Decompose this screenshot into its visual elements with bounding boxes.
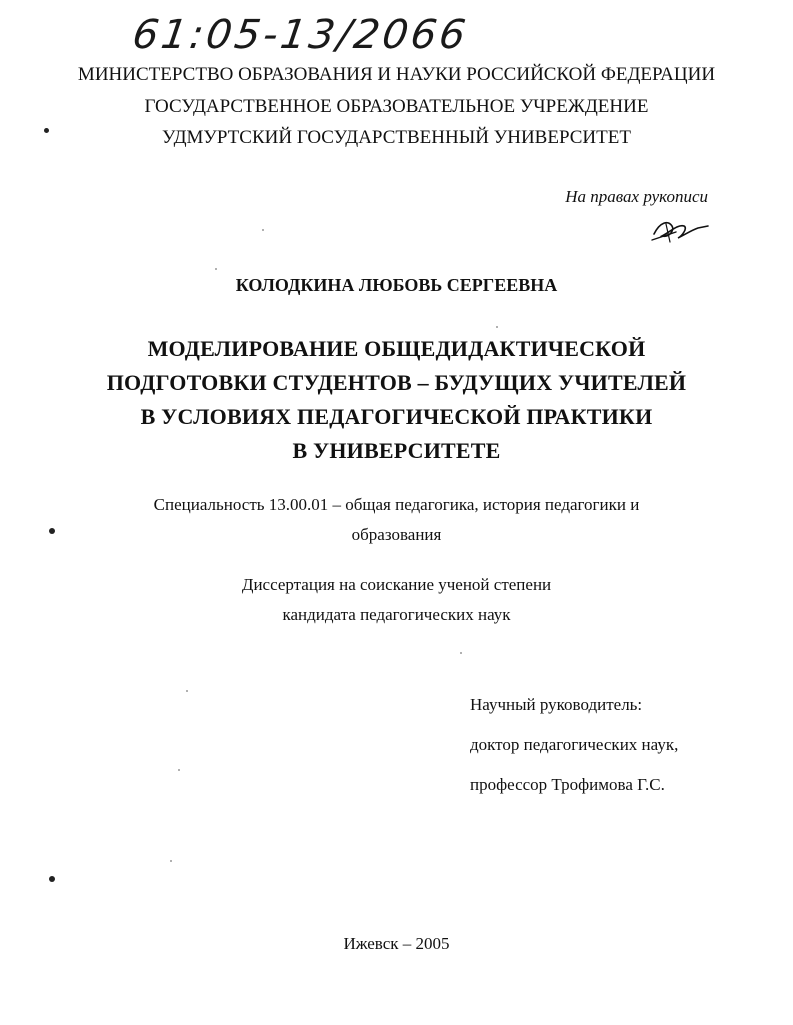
scan-speck bbox=[215, 268, 217, 270]
university-line: УДМУРТСКИЙ ГОСУДАРСТВЕННЫЙ УНИВЕРСИТЕТ bbox=[162, 127, 631, 148]
title-line-4: В УНИВЕРСИТЕТЕ bbox=[292, 438, 501, 463]
institution-type-line: ГОСУДАРСТВЕННОЕ ОБРАЗОВАТЕЛЬНОЕ УЧРЕЖДЕНИЕ bbox=[144, 96, 649, 117]
author-name: КОЛОДКИНА ЛЮБОВЬ СЕРГЕЕВНА bbox=[235, 275, 558, 295]
scan-speck bbox=[496, 326, 498, 328]
title-line-3: В УСЛОВИЯХ ПЕДАГОГИЧЕСКОЙ ПРАКТИКИ bbox=[140, 404, 653, 429]
advisor-degree: доктор педагогических наук, bbox=[470, 735, 679, 754]
specialty-line-2: образования bbox=[351, 525, 442, 544]
title-line-2: ПОДГОТОВКИ СТУДЕНТОВ – БУДУЩИХ УЧИТЕЛЕЙ bbox=[106, 370, 687, 395]
title-line-1: МОДЕЛИРОВАНИЕ ОБЩЕДИДАКТИЧЕСКОЙ bbox=[147, 336, 646, 361]
manuscript-rights: На правах рукописи bbox=[565, 187, 708, 206]
place-year: Ижевск – 2005 bbox=[343, 934, 450, 953]
scan-dot bbox=[44, 128, 49, 133]
scan-speck bbox=[170, 860, 172, 862]
signature-icon bbox=[648, 214, 710, 246]
ministry-line: МИНИСТЕРСТВО ОБРАЗОВАНИЯ И НАУКИ РОССИЙСКОЙ ФЕДЕРАЦИИ bbox=[77, 64, 716, 85]
scan-speck bbox=[262, 229, 264, 231]
advisor-name: профессор Трофимова Г.С. bbox=[470, 775, 665, 794]
archive-number-handwritten: 61:05-13/2066 bbox=[129, 12, 472, 58]
scan-speck bbox=[178, 769, 180, 771]
scan-dot bbox=[49, 528, 55, 534]
scan-dot bbox=[49, 876, 55, 882]
scan-speck bbox=[460, 652, 462, 654]
specialty-line-1: Специальность 13.00.01 – общая педагогика, история педагогики и bbox=[153, 495, 640, 514]
dissertation-line-2: кандидата педагогических наук bbox=[282, 605, 511, 624]
dissertation-line-1: Диссертация на соискание ученой степени bbox=[241, 575, 552, 594]
advisor-label: Научный руководитель: bbox=[470, 695, 643, 714]
scan-speck bbox=[186, 690, 188, 692]
